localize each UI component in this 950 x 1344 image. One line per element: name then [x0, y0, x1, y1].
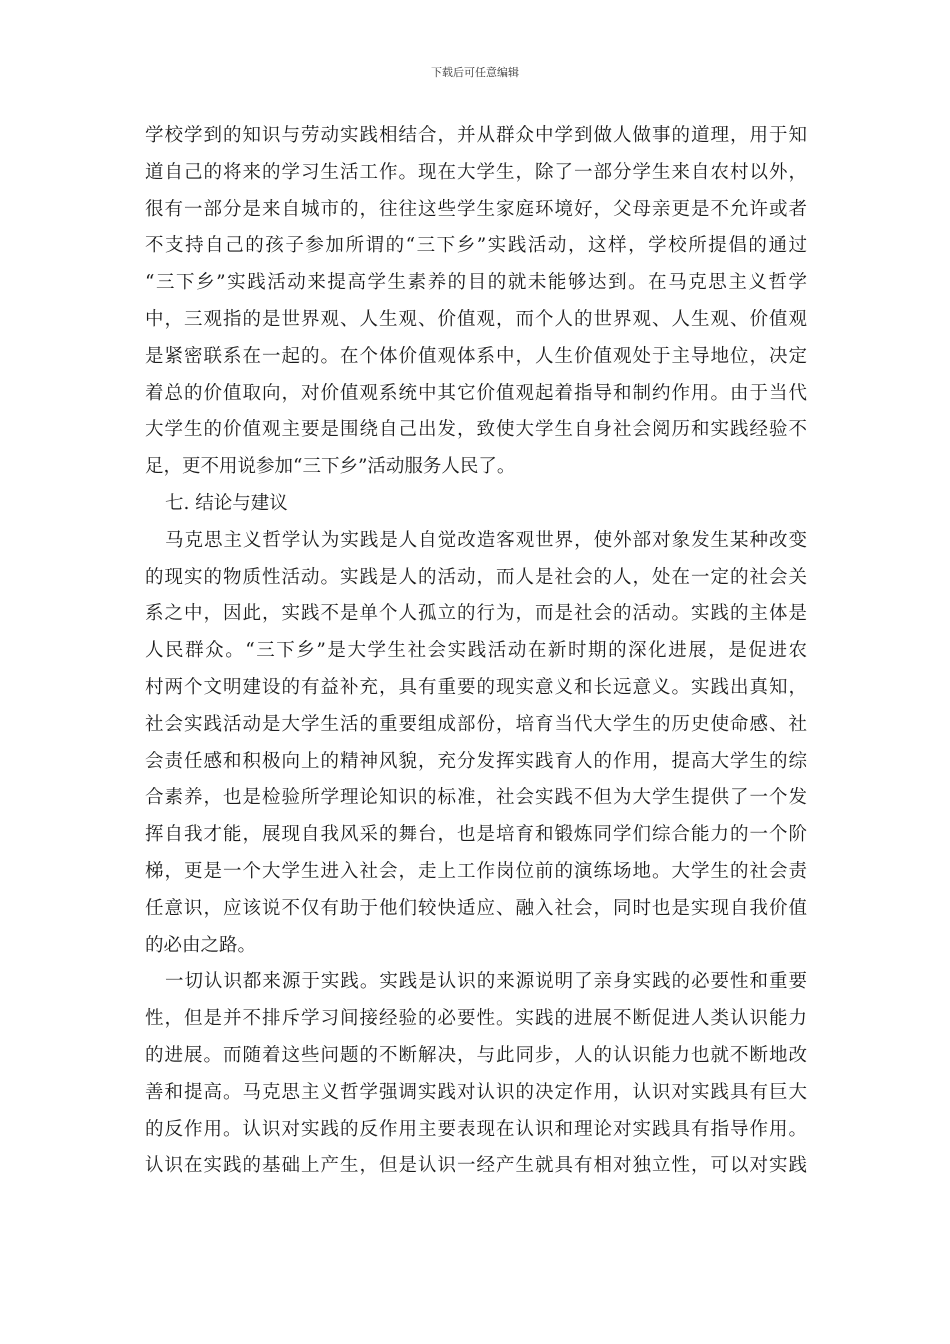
- text-line: 学校学到的知识与劳动实践相结合，并从群众中学到做人做事的道理，用于知: [145, 125, 807, 146]
- text-line: 的进展。而随着这些问题的不断解决，与此同步，人的认识能力也就不断地改: [145, 1044, 807, 1066]
- text-line: 认识在实践的基础上产生，但是认识一经产生就具有相对独立性，可以对实践: [145, 1155, 807, 1177]
- text-line: 任意识，应该说不仅有助于他们较快适应、融入社会，同时也是实现自我价值: [145, 897, 807, 919]
- text-line: 会责任感和积极向上的精神风貌，充分发挥实践育人的作用，提高大学生的综: [145, 750, 807, 772]
- text-line: 合素养，也是检验所学理论知识的标准，社会实践不但为大学生提供了一个发: [145, 787, 807, 809]
- text-line: 善和提高。马克思主义哲学强调实践对认识的决定作用，认识对实践具有巨大: [145, 1081, 807, 1103]
- text-line: 社会实践活动是大学生活的重要组成部份，培育当代大学生的历史使命感、社: [145, 713, 807, 735]
- text-line: 一切认识都来源于实践。实践是认识的来源说明了亲身实践的必要性和重要: [165, 971, 807, 993]
- text-line: 系之中，因此，实践不是单个人孤立的行为，而是社会的活动。实践的主体是: [145, 603, 807, 625]
- text-line: 人民群众。“三下乡”是大学生社会实践活动在新时期的深化进展，是促进农: [145, 640, 807, 662]
- text-line: 着总的价值取向，对价值观系统中其它价值观起着指导和制约作用。由于当代: [145, 382, 807, 404]
- text-line: 道自己的将来的学习生活工作。现在大学生，除了一部分学生来自农村以外，: [145, 161, 807, 183]
- text-line: 中，三观指的是世界观、人生观、价值观，而个人的世界观、人生观、价值观: [145, 308, 807, 330]
- page-header: 下载后可任意编辑: [431, 66, 519, 79]
- text-line: 很有一部分是来自城市的，往往这些学生家庭环境好，父母亲更是不允许或者: [145, 198, 807, 220]
- text-line: 梯，更是一个大学生进入社会，走上工作岗位前的演练场地。大学生的社会责: [145, 860, 807, 882]
- text-line: 的现实的物质性活动。实践是人的活动，而人是社会的人，处在一定的社会关: [145, 566, 807, 588]
- text-line: 村两个文明建设的有益补充，具有重要的现实意义和长远意义。实践出真知，: [145, 676, 807, 698]
- text-line: 的反作用。认识对实践的反作用主要表现在认识和理论对实践具有指导作用。: [145, 1118, 807, 1140]
- text-line: 挥自我才能，展现自我风采的舞台，也是培育和锻炼同学们综合能力的一个阶: [145, 824, 807, 846]
- text-line: 是紧密联系在一起的。在个体价值观体系中，人生价值观处于主导地位，决定: [145, 345, 807, 367]
- text-line: 大学生的价值观主要是围绕自己出发，致使大学生自身社会阅历和实践经验不: [145, 419, 807, 441]
- text-line: 足，更不用说参加“三下乡”活动服务人民了。: [145, 456, 516, 478]
- section-heading: 七. 结论与建议: [165, 492, 288, 514]
- text-line: 性，但是并不排斥学习间接经验的必要性。实践的进展不断促进人类认识能力: [145, 1008, 807, 1030]
- text-line: “三下乡”实践活动来提高学生素养的目的就未能够达到。在马克思主义哲学: [145, 272, 807, 294]
- text-line: 不支持自己的孩子参加所谓的“三下乡”实践活动，这样，学校所提倡的通过: [145, 235, 807, 257]
- text-line: 马克思主义哲学认为实践是人自觉改造客观世界，使外部对象发生某种改变: [165, 529, 807, 551]
- text-line: 的必由之路。: [145, 934, 257, 956]
- body-text: [145, 118, 807, 1185]
